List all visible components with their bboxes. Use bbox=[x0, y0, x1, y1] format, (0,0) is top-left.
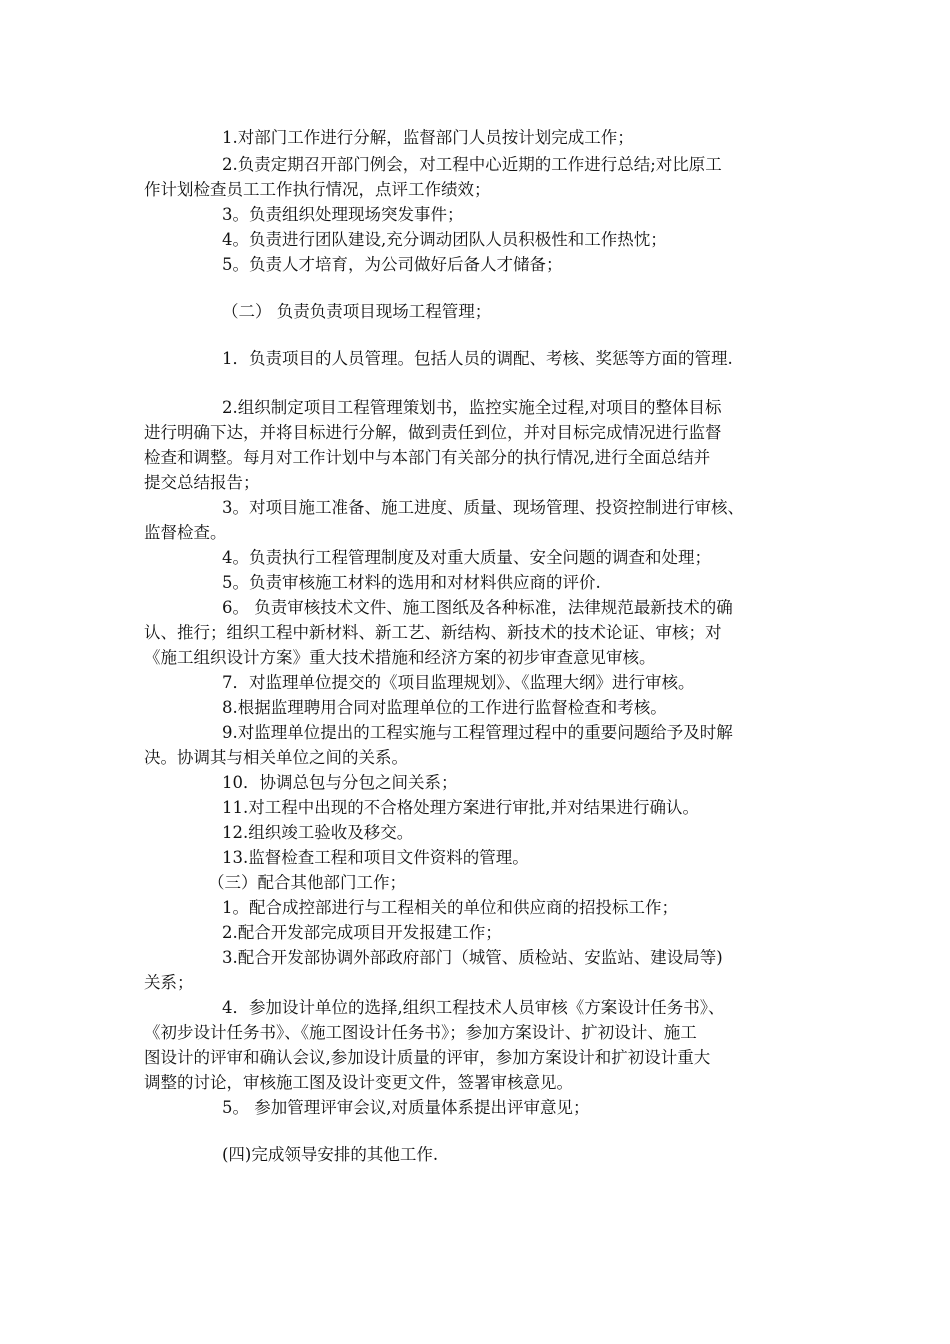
text-line: 4。负责执行工程管理制度及对重大质量、安全问题的调查和处理； bbox=[222, 548, 711, 567]
text-line: 12.组织竣工验收及移交。 bbox=[222, 823, 414, 842]
text-line: 7．对监理单位提交的《项目监理规划》、《监理大纲》进行审核。 bbox=[222, 673, 695, 692]
section-heading: （三）配合其他部门工作； bbox=[208, 873, 406, 892]
text-line: 调整的讨论，审核施工图及设计变更文件，签署审核意见。 bbox=[144, 1073, 573, 1092]
text-line: 图设计的评审和确认会议,参加设计质量的评审，参加方案设计和扩初设计重大 bbox=[144, 1048, 711, 1067]
text-line: 11.对工程中出现的不合格处理方案进行审批,并对结果进行确认。 bbox=[222, 798, 699, 817]
text-line: 《初步设计任务书》、《施工图设计任务书》；参加方案设计、扩初设计、施工 bbox=[144, 1023, 697, 1042]
text-line: 9.对监理单位提出的工程实施与工程管理过程中的重要问题给予及时解 bbox=[222, 723, 733, 742]
text-line: 2.负责定期召开部门例会，对工程中心近期的工作进行总结;对比原工 bbox=[222, 155, 722, 174]
section-heading: （二） 负责负责项目现场工程管理； bbox=[222, 302, 492, 321]
text-line: 1．负责项目的人员管理。包括人员的调配、考核、奖惩等方面的管理. bbox=[222, 349, 733, 368]
text-line: 进行明确下达，并将目标进行分解，做到责任到位，并对目标完成情况进行监督 bbox=[144, 423, 722, 442]
text-line: 5。负责审核施工材料的选用和对材料供应商的评价. bbox=[222, 573, 601, 592]
text-line: 5。 参加管理评审会议,对质量体系提出评审意见； bbox=[222, 1098, 590, 1117]
text-line: 认、推行；组织工程中新材料、新工艺、新结构、新技术的技术论证、审核；对 bbox=[144, 623, 722, 642]
text-line: 《施工组织设计方案》重大技术措施和经济方案的初步审查意见审核。 bbox=[144, 648, 656, 667]
text-line: 1。配合成控部进行与工程相关的单位和供应商的招投标工作； bbox=[222, 898, 678, 917]
text-line: 4。负责进行团队建设,充分调动团队人员积极性和工作热忱； bbox=[222, 230, 667, 249]
text-line: 关系； bbox=[144, 973, 194, 992]
text-line: 10．协调总包与分包之间关系； bbox=[222, 773, 458, 792]
text-line: 提交总结报告； bbox=[144, 473, 260, 492]
text-line: 8.根据监理聘用合同对监理单位的工作进行监督检查和考核。 bbox=[222, 698, 667, 717]
text-line: 4．参加设计单位的选择,组织工程技术人员审核《方案设计任务书》、 bbox=[222, 998, 725, 1017]
text-line: 作计划检查员工工作执行情况，点评工作绩效； bbox=[144, 180, 491, 199]
text-line: 3。负责组织处理现场突发事件； bbox=[222, 205, 464, 224]
text-line: 1.对部门工作进行分解，监督部门人员按计划完成工作； bbox=[222, 128, 634, 147]
text-line: 6。 负责审核技术文件、施工图纸及各种标准，法律规范最新技术的确 bbox=[222, 598, 733, 617]
text-line: 3。对项目施工准备、施工进度、质量、现场管理、投资控制进行审核、 bbox=[222, 498, 744, 517]
text-line: 监督检查。 bbox=[144, 523, 227, 542]
text-line: 决。协调其与相关单位之间的关系。 bbox=[144, 748, 408, 767]
text-line: 5。负责人才培育，为公司做好后备人才储备； bbox=[222, 255, 563, 274]
text-line: 2.配合开发部完成项目开发报建工作； bbox=[222, 923, 502, 942]
text-line: 13.监督检查工程和项目文件资料的管理。 bbox=[222, 848, 529, 867]
text-line: 检查和调整。每月对工作计划中与本部门有关部分的执行情况,进行全面总结并 bbox=[144, 448, 711, 467]
text-line: 3.配合开发部协调外部政府部门（城管、质检站、安监站、建设局等) bbox=[222, 948, 723, 967]
section-heading: (四)完成领导安排的其他工作. bbox=[222, 1145, 439, 1164]
text-line: 2.组织制定项目工程管理策划书，监控实施全过程,对项目的整体目标 bbox=[222, 398, 722, 417]
